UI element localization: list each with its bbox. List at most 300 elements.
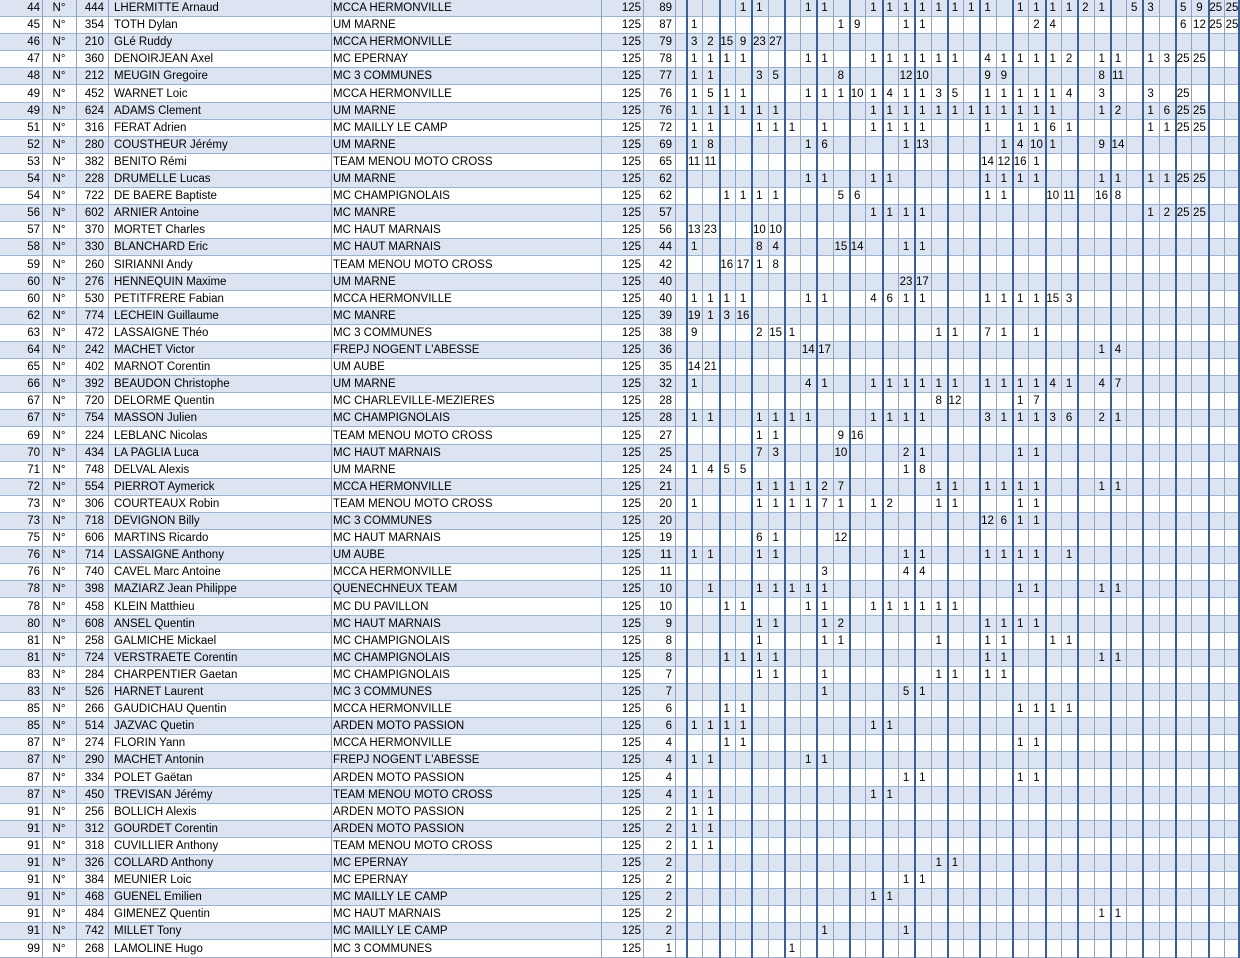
table-row [0,393,1240,410]
round-result-cell [816,770,832,787]
round-result-cell [1045,496,1061,513]
round-result-cell [800,838,816,855]
club-cell: FREPJ NOGENT L'ABESSE [333,754,480,767]
bib-number-cell: 748 [84,463,104,476]
round-result-cell [1159,684,1175,701]
round-result-cell [1175,34,1191,51]
round-result-cell [800,906,816,923]
rank-cell: 53 [27,155,40,168]
round-result-cell [947,342,963,359]
round-result-cell [914,650,930,667]
round-result-cell: 1 [1049,138,1056,151]
round-result-cell [800,188,816,205]
round-result-cell [849,410,865,427]
round-result-cell: 2 [1033,19,1040,32]
round-result-cell [1159,906,1175,923]
round-result-cell [1208,479,1224,496]
round-result-cell [751,718,767,735]
round-result-cell: 1 [723,651,730,664]
round-result-cell: 1 [919,874,926,887]
class-cell: 125 [621,309,641,322]
round-result-cell [702,941,718,958]
number-prefix-cell: N° [52,822,66,835]
bib-number-cell: 266 [84,703,104,716]
club-cell: MC HAUT MARNAIS [333,446,441,459]
class-cell: 125 [621,634,641,647]
rider-name-cell: MILLET Tony [114,925,182,938]
round-result-cell [1175,239,1191,256]
round-result-cell [1012,530,1028,547]
round-result-cell [931,564,947,581]
round-result-cell: 1 [951,600,959,613]
rank-cell: 87 [27,737,40,750]
round-result-cell [1061,205,1077,222]
round-result-cell: 1 [821,617,828,630]
round-result-cell [1191,428,1207,445]
round-result-cell: 1 [902,2,910,14]
round-result-cell [784,51,800,68]
club-cell: ARDEN MOTO PASSION [333,720,465,733]
round-result-cell [1094,838,1110,855]
rank-cell: 60 [27,275,40,288]
round-result-cell [1077,137,1093,154]
round-result-cell [1094,735,1110,752]
round-result-cell: 16 [1095,190,1109,203]
round-result-cell [1126,599,1142,616]
round-result-cell [1110,821,1126,838]
club-cell: TEAM MENOU MOTO CROSS [333,155,493,168]
round-result-cell [996,308,1012,325]
round-result-cell [1094,222,1110,239]
table-row [0,581,1240,598]
rank-cell: 71 [27,463,40,476]
round-result-cell [800,17,816,34]
table-row [0,359,1240,376]
round-result-cell [1191,342,1207,359]
round-result-cell: 1 [707,53,714,66]
round-result-cell [979,787,995,804]
round-result-cell [1012,906,1028,923]
round-result-cell [947,68,963,85]
bib-number-cell: 742 [84,925,104,938]
column-divider [601,0,602,958]
round-result-cell: 1 [1016,121,1024,134]
round-result-cell [1191,581,1207,598]
round-result-cell [1142,616,1158,633]
round-result-cell [800,616,816,633]
rider-name-cell: PIERROT Aymerick [114,480,215,493]
round-result-cell [1126,855,1142,872]
round-result-cell: 1 [690,549,698,562]
round-result-cell: 17 [915,275,929,288]
round-result-cell [1061,17,1077,34]
round-result-cell: 1 [935,497,942,510]
round-result-cell [1012,872,1028,889]
round-result-cell [1028,599,1044,616]
round-result-cell [931,530,947,547]
round-result-cell [768,941,784,958]
round-result-cell [816,530,832,547]
rank-cell: 65 [27,361,40,374]
round-result-cell: 1 [821,121,828,134]
round-result-cell [1175,906,1191,923]
round-result-cell [849,581,865,598]
round-result-cell [882,684,898,701]
round-result-cell [865,701,881,718]
round-result-cell [865,547,881,564]
round-result-cell [865,564,881,581]
round-result-cell [833,564,849,581]
round-result-cell [898,393,914,410]
round-result-cell [1110,205,1126,222]
round-result-cell [898,752,914,769]
round-result-cell [1094,941,1110,958]
class-cell: 125 [621,2,641,14]
round-result-cell [996,872,1012,889]
round-result-cell [914,889,930,906]
round-result-cell: 1 [690,241,698,254]
points-cell: 72 [659,121,672,134]
club-cell: MCCA HERMONVILLE [333,87,452,100]
round-result-cell [833,923,849,940]
round-result-cell [1191,462,1207,479]
round-result-cell: 1 [951,2,959,14]
number-prefix-cell: N° [52,874,66,887]
round-result-cell: 1 [1000,138,1008,151]
round-result-cell: 1 [739,292,747,305]
round-result-cell: 1 [1016,480,1024,493]
round-result-cell [735,239,751,256]
points-cell: 20 [659,515,672,527]
round-result-cell [979,428,995,445]
round-result-cell [849,752,865,769]
round-result-cell [1110,941,1126,958]
round-result-cell [947,684,963,701]
round-result-cell: 1 [919,378,926,391]
round-result-cell [1142,547,1158,564]
class-cell: 125 [621,258,641,271]
rider-name-cell: LHERMITTE Arnaud [114,2,219,14]
round-result-cell [963,410,979,427]
round-result-cell [963,564,979,581]
round-result-cell [1208,239,1224,256]
round-result-cell [816,838,832,855]
round-result-cell [768,462,784,479]
round-result-cell [1208,274,1224,291]
bib-number-cell: 484 [84,908,104,921]
round-result-cell [800,650,816,667]
round-result-cell [800,684,816,701]
round-result-cell [1159,770,1175,787]
rank-cell: 58 [27,241,40,254]
round-result-cell: 1 [805,412,812,425]
bib-number-cell: 306 [84,497,104,510]
round-result-cell [849,359,865,376]
bib-number-cell: 530 [84,292,104,305]
round-result-cell: 25 [1176,104,1190,117]
round-result-cell [1159,462,1175,479]
round-result-cell: 1 [1098,908,1105,921]
round-result-cell [1159,547,1175,564]
round-result-cell [1126,616,1142,633]
round-result-cell [898,325,914,342]
round-result-cell: 1 [870,600,877,613]
round-result-cell [702,855,718,872]
round-result-cell [719,222,735,239]
round-result-cell: 6 [1163,104,1171,117]
rank-cell: 85 [27,720,40,733]
round-result-cell [979,17,995,34]
round-result-cell [751,735,767,752]
round-result-cell [1142,923,1158,940]
round-result-cell [1175,342,1191,359]
round-result-cell [1208,376,1224,393]
round-result-cell [849,872,865,889]
rider-name-cell: MAZIARZ Jean Philippe [114,583,237,596]
round-result-cell [751,51,767,68]
round-result-cell: 8 [837,70,845,83]
round-result-cell [1110,513,1126,530]
round-result-cell [882,68,898,85]
round-result-cell [1175,650,1191,667]
round-result-cell [865,684,881,701]
round-result-cell: 1 [919,686,926,698]
round-result-cell: 1 [984,651,991,664]
round-result-cell [735,393,751,410]
round-result-cell [719,855,735,872]
round-result-cell: 5 [723,463,730,476]
round-result-cell [833,51,849,68]
number-prefix-cell: N° [52,275,66,288]
round-result-cell: 1 [707,549,714,562]
round-result-cell [882,325,898,342]
round-result-cell: 1 [886,720,893,733]
round-result-cell [686,479,702,496]
round-result-cell [931,154,947,171]
number-prefix-cell: N° [52,703,66,716]
round-result-cell [1045,359,1061,376]
round-result-cell [768,787,784,804]
round-result-cell [1159,188,1175,205]
round-result-cell: 7 [837,480,845,493]
round-result-cell [882,838,898,855]
round-result-cell: 12 [981,515,994,527]
round-result-cell [719,274,735,291]
round-result-cell: 15 [769,326,783,339]
round-result-cell [1159,325,1175,342]
round-result-cell [686,205,702,222]
round-result-cell [800,359,816,376]
club-cell: MC MANRE [333,309,396,322]
round-result-cell [979,889,995,906]
round-result-cell [1126,667,1142,684]
bib-number-cell: 256 [84,805,104,818]
round-result-cell: 7 [821,497,828,510]
round-result-cell [702,257,718,274]
round-result-cell [1159,872,1175,889]
round-result-cell: 1 [935,378,942,391]
number-prefix-cell: N° [52,104,66,117]
round-result-cell [979,205,995,222]
round-result-cell [849,0,865,17]
round-result-cell [1012,821,1028,838]
round-result-cell [833,650,849,667]
round-result-cell [833,154,849,171]
round-result-cell [784,0,800,17]
round-result-cell [849,616,865,633]
round-result-cell: 9 [1000,70,1008,83]
round-result-cell: 1 [1016,549,1024,562]
round-result-cell [735,154,751,171]
round-result-cell [702,616,718,633]
round-result-cell [768,564,784,581]
round-result-cell [979,804,995,821]
round-result-cell [735,684,751,701]
round-result-cell [1142,599,1158,616]
round-result-cell [1110,599,1126,616]
round-result-cell [735,17,751,34]
round-result-cell [833,513,849,530]
round-result-cell [686,428,702,445]
round-result-cell: 11 [688,155,701,168]
round-result-cell [1045,530,1061,547]
round-result-cell [882,479,898,496]
round-result-cell [1159,701,1175,718]
round-result-cell [833,393,849,410]
round-result-cell [1012,308,1028,325]
round-result-cell [979,923,995,940]
round-result-cell [1126,393,1142,410]
round-result-cell: 10 [752,224,766,237]
round-divider [931,0,932,958]
rider-name-cell: CUVILLIER Anthony [114,839,219,852]
round-result-cell [702,684,718,701]
round-result-cell [1142,428,1158,445]
round-result-cell [751,86,767,103]
round-result-cell: 10 [850,87,864,100]
round-result-cell [996,205,1012,222]
round-result-cell [1126,359,1142,376]
round-result-cell [1191,479,1207,496]
round-result-cell [849,274,865,291]
round-result-cell [1012,804,1028,821]
round-result-cell [1094,257,1110,274]
round-result-cell: 9 [837,429,845,442]
round-result-cell [1191,308,1207,325]
rider-name-cell: DELVAL Alexis [114,463,190,476]
round-result-cell [1175,513,1191,530]
club-cell: MC 3 COMMUNES [333,942,433,955]
points-cell: 2 [665,822,672,835]
round-result-cell [784,547,800,564]
round-result-cell [1191,872,1207,889]
round-result-cell [898,650,914,667]
round-result-cell [1126,752,1142,769]
round-result-cell [1061,752,1077,769]
round-result-cell [1077,530,1093,547]
round-result-cell [800,855,816,872]
round-result-cell [1191,274,1207,291]
round-result-cell [816,513,832,530]
round-result-cell [800,787,816,804]
rider-name-cell: SIRIANNI Andy [114,258,193,271]
round-result-cell: 1 [756,634,763,647]
round-result-cell [1126,222,1142,239]
round-result-cell [1142,393,1158,410]
rank-cell: 44 [27,2,40,14]
round-result-cell [1045,889,1061,906]
round-result-cell [1061,718,1077,735]
number-prefix-cell: N° [52,515,66,527]
round-result-cell [979,752,995,769]
round-result-cell: 1 [707,822,714,835]
round-result-cell [1191,325,1207,342]
round-result-cell: 1 [1016,771,1024,784]
round-result-cell: 1 [902,463,910,476]
round-result-cell [931,804,947,821]
round-result-cell: 2 [886,497,893,510]
round-result-cell [686,633,702,650]
round-result-cell: 1 [772,121,779,134]
round-result-cell [1012,325,1028,342]
round-result-cell [979,462,995,479]
round-result-cell [1142,342,1158,359]
round-result-cell [1012,428,1028,445]
round-result-cell [719,479,735,496]
round-result-cell [1175,274,1191,291]
round-result-cell [931,923,947,940]
round-result-cell [1077,171,1093,188]
round-result-cell [784,188,800,205]
rider-name-cell: DE BAERE Baptiste [114,190,217,203]
rank-cell: 64 [27,344,40,356]
round-result-cell [1159,718,1175,735]
round-result-cell [1126,239,1142,256]
rider-name-cell: PETITFRERE Fabian [114,292,224,305]
round-result-cell: 1 [984,2,991,14]
round-result-cell [833,171,849,188]
round-result-cell: 1 [1033,583,1040,596]
round-result-cell [1159,428,1175,445]
round-result-cell [1126,257,1142,274]
round-result-cell: 1 [870,53,877,66]
round-result-cell [1142,718,1158,735]
round-result-cell [686,188,702,205]
round-result-cell [1159,342,1175,359]
round-result-cell: 11 [1063,190,1076,203]
bib-number-cell: 210 [84,36,104,49]
round-result-cell [1126,445,1142,462]
round-result-cell [1061,735,1077,752]
round-result-cell [1142,787,1158,804]
round-result-cell [1077,68,1093,85]
round-result-cell [1208,752,1224,769]
points-cell: 27 [659,429,672,442]
round-result-cell [1142,701,1158,718]
round-result-cell [719,752,735,769]
number-prefix-cell: N° [52,190,66,203]
round-result-cell [702,564,718,581]
round-result-cell [914,701,930,718]
round-result-cell [1208,496,1224,513]
round-result-cell: 1 [1065,703,1073,716]
class-cell: 125 [621,138,641,151]
round-result-cell [1094,923,1110,940]
class-cell: 125 [621,412,641,425]
round-result-cell: 1 [1000,651,1008,664]
round-result-cell [784,633,800,650]
round-result-cell [784,718,800,735]
